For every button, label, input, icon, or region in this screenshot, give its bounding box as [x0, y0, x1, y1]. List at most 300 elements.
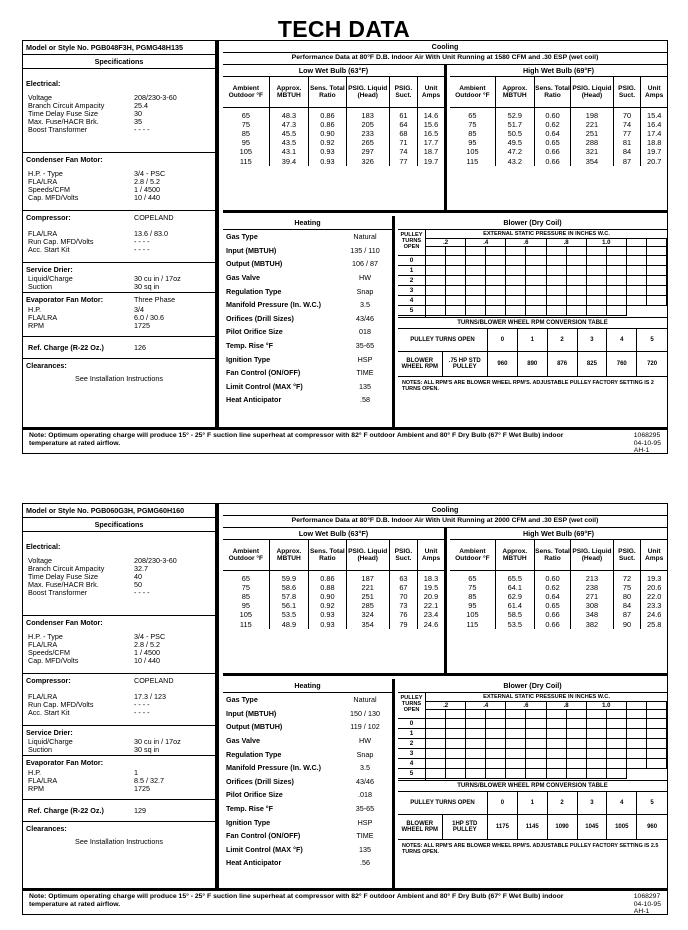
esp-cell	[506, 247, 526, 256]
section-service	[23, 263, 215, 293]
spec-value: 13.6 / 83.0	[134, 229, 168, 238]
table-cell: 73	[389, 601, 417, 610]
spec-value: 8.5 / 32.7	[134, 776, 164, 785]
spec-row	[26, 314, 212, 322]
column-header: PSIG. Suct.	[389, 540, 417, 570]
high-wet-bulb-panel	[450, 65, 667, 210]
spec-row	[26, 283, 212, 291]
spec-label: Run Cap. MFD/Volts	[28, 237, 94, 246]
turns-value: 4	[607, 329, 637, 351]
table-cell: 105	[223, 147, 269, 156]
turns-value: 5	[650, 799, 654, 806]
esp-cell	[466, 759, 486, 769]
spec-column	[23, 41, 219, 427]
esp-cell	[486, 710, 506, 719]
section-clearances	[23, 822, 215, 848]
rpm-value: 960	[488, 352, 518, 376]
table-cell: 22.0	[646, 591, 662, 601]
table-cell: 0.90	[309, 129, 346, 138]
esp-cell	[627, 759, 647, 769]
table-cell: 50.5	[495, 129, 534, 138]
esp-cell	[567, 769, 587, 779]
table-cell: 87	[613, 610, 641, 619]
spec-value: 1	[134, 768, 138, 777]
esp-cell	[446, 296, 466, 306]
esp-cell	[587, 276, 607, 286]
table-cell: 297	[346, 147, 389, 156]
table-cell: 85	[450, 129, 495, 138]
conversion-header-row	[398, 792, 667, 815]
heating-value: .58	[360, 395, 370, 405]
esp-cell	[647, 239, 667, 247]
page-title: TECH DATA	[277, 16, 411, 42]
pressure-header: 1.0	[587, 239, 627, 247]
table-cell: 61.4	[495, 601, 534, 610]
table-cell: 238	[571, 583, 613, 592]
table-row	[450, 157, 667, 166]
pulley-turns-column	[398, 693, 426, 780]
esp-cell	[567, 749, 587, 759]
table-cell: 265	[346, 138, 389, 147]
column-header: Unit Amps	[417, 540, 444, 570]
table-cell: 0.64	[534, 129, 571, 138]
table-cell: 0.93	[309, 157, 346, 166]
esp-cell	[647, 759, 667, 769]
spec-label: Boost Transformer	[28, 588, 88, 597]
spec-label: Boost Transformer	[28, 125, 88, 134]
section-heading: Condenser Fan Motor:	[26, 155, 103, 164]
heating-row	[223, 761, 392, 775]
column-header: PSIG. Liquid (Head)	[346, 540, 389, 570]
esp-cell	[607, 739, 627, 749]
esp-cell	[466, 296, 486, 306]
blower-section	[398, 216, 667, 427]
cooling-table	[450, 540, 667, 629]
pulley-row-label: 1	[398, 266, 425, 276]
heating-label: Heat Anticipator	[226, 858, 282, 868]
esp-cell	[526, 729, 546, 739]
section-heading: Service Drier:	[26, 728, 73, 737]
esp-cell	[486, 306, 506, 316]
table-cell: 0.60	[534, 570, 571, 583]
esp-cell	[567, 710, 587, 719]
blower-grid	[398, 693, 667, 781]
esp-cell	[547, 749, 567, 759]
esp-cell	[506, 719, 526, 729]
refcharge-label: Ref. Charge (R-22 Oz.)	[28, 343, 104, 352]
heating-row	[223, 393, 392, 407]
table-cell: 16.5	[423, 128, 439, 138]
heating-value: 35-65	[355, 341, 375, 351]
heating-label: Limit Control (MAX °F)	[226, 844, 303, 854]
section-evaporator	[23, 293, 215, 337]
table-cell: 90	[613, 620, 641, 629]
esp-cell	[526, 739, 546, 749]
esp-cell	[486, 256, 506, 266]
esp-cell	[627, 239, 647, 247]
spec-row	[26, 275, 212, 283]
spec-label: H.P.	[28, 768, 42, 777]
table-cell: 58.5	[495, 610, 534, 619]
cooling-table	[450, 77, 667, 166]
table-cell: 0.64	[534, 592, 571, 601]
rpm-conversion	[398, 318, 667, 396]
cooling-table	[223, 540, 444, 629]
pulley-row-label: 3	[398, 749, 425, 759]
heating-value: 43/46	[356, 313, 374, 323]
heating-row	[223, 352, 392, 366]
section-refcharge	[23, 337, 215, 359]
spec-label: Run Cap. MFD/Volts	[28, 700, 94, 709]
section-condenser	[23, 153, 215, 211]
esp-cell	[426, 266, 446, 276]
esp-cell	[426, 739, 446, 749]
spec-label: Suction	[28, 745, 52, 754]
table-cell: 65	[223, 570, 269, 583]
table-cell: 105	[450, 147, 495, 156]
table-cell: 39.4	[269, 157, 309, 166]
pulley-turns-header: PULLEY TURNS OPEN	[398, 792, 488, 814]
esp-cell	[587, 769, 607, 779]
pulley-row-label: 2	[398, 276, 425, 286]
code-line: AH-1	[633, 908, 650, 916]
conversion-title: TURNS/BLOWER WHEEL RPM CONVERSION TABLE	[398, 318, 667, 329]
pressure-header: .6	[506, 702, 546, 710]
table-cell: 24.6	[423, 619, 439, 629]
heating-value: 150 / 130	[350, 708, 380, 718]
esp-cell	[466, 739, 486, 749]
pulley-row-label: 5	[398, 769, 425, 779]
table-cell: 0.62	[534, 120, 571, 129]
table-cell: 0.86	[309, 107, 346, 120]
heating-label: Input (MBTUH)	[226, 708, 277, 718]
esp-cell	[426, 247, 446, 256]
column-header: Ambient Outdoor °F	[223, 540, 269, 570]
esp-cell	[647, 739, 667, 749]
table-cell: 15.4	[646, 110, 662, 120]
esp-cell	[607, 710, 627, 719]
esp-cell	[607, 769, 627, 779]
turns-value: 2	[548, 792, 578, 814]
esp-cell	[627, 739, 647, 749]
spec-value: 3/4 - PSC	[134, 169, 166, 178]
section-compressor	[23, 674, 215, 726]
table-cell: 25.8	[646, 619, 662, 629]
spec-value: - - - -	[134, 708, 150, 717]
table-cell: 49.5	[495, 138, 534, 147]
column-header: PSIG. Liquid (Head)	[571, 540, 613, 570]
table-cell: 77	[613, 129, 641, 138]
esp-cell	[567, 296, 587, 306]
heating-value: TIME	[356, 831, 374, 841]
table-row	[450, 147, 667, 156]
esp-cell	[426, 749, 446, 759]
esp-cell	[627, 266, 647, 276]
heating-row	[223, 298, 392, 312]
esp-cell	[567, 306, 587, 316]
table-row	[223, 601, 444, 610]
table-cell: 115	[223, 157, 269, 166]
pulley-header: PULLEY TURNS OPEN	[398, 230, 425, 256]
esp-cell	[426, 306, 446, 316]
motor-label: .75 HP STD PULLEY	[448, 357, 481, 370]
model-number: Model or Style No. PGB048F3H, PGMG48H135	[23, 41, 215, 55]
table-cell: 0.93	[309, 620, 346, 629]
table-cell: 105	[223, 610, 269, 619]
spec-row	[26, 194, 212, 202]
heating-title: Heating	[223, 216, 392, 230]
esp-cell	[607, 306, 627, 316]
pulley-turns-header: PULLEY TURNS OPEN	[398, 329, 488, 351]
rpm-value: 720	[647, 360, 658, 367]
heating-value: HSP	[357, 817, 373, 827]
conversion-rpm-row	[398, 815, 667, 840]
heating-value: 135	[359, 381, 371, 391]
table-cell: 20.9	[423, 591, 439, 601]
blower-wheel-label: BLOWER WHEEL RPM	[398, 352, 443, 376]
pressure-header: .8	[547, 702, 587, 710]
table-cell: 84	[613, 147, 641, 156]
section-heading: Clearances:	[26, 824, 67, 833]
clearances-text: See Installation Instructions	[75, 374, 163, 383]
esp-cell	[647, 719, 667, 729]
spec-value: 32.7	[134, 564, 148, 573]
specifications-header: Specifications	[23, 55, 215, 69]
table-cell: 19.7	[646, 147, 662, 157]
spec-value: 1 / 4500	[134, 648, 160, 657]
spec-value: 35	[134, 117, 142, 126]
table-row	[223, 592, 444, 601]
spec-value: - - - -	[134, 125, 150, 134]
spec-value: 25.4	[134, 101, 148, 110]
table-cell: 95	[450, 601, 495, 610]
esp-cell	[647, 276, 667, 286]
table-cell: 115	[450, 157, 495, 166]
code-line: 04-10-95	[633, 900, 661, 908]
table-cell: 75	[613, 583, 641, 592]
performance-note: Performance Data at 80°F D.B. Indoor Air With Unit Running at 2000 CFM and .30 ESP (wet coil)	[223, 516, 667, 528]
esp-cell	[486, 759, 506, 769]
esp-cell	[587, 306, 607, 316]
esp-cell	[567, 286, 587, 296]
spec-value: 1 / 4500	[134, 185, 160, 194]
esp-cell	[547, 759, 567, 769]
table-cell: 95	[223, 138, 269, 147]
pulley-header: PULLEY TURNS OPEN	[398, 693, 425, 719]
heating-value: 135	[359, 844, 371, 854]
esp-cell	[446, 710, 466, 719]
esp-cell	[466, 256, 486, 266]
high-wet-bulb-title: High Wet Bulb (69°F)	[450, 528, 667, 540]
heating-row	[223, 693, 392, 707]
heating-value: 119 / 102	[350, 722, 380, 732]
esp-cell	[587, 266, 607, 276]
table-cell: 251	[346, 592, 389, 601]
table-cell: 0.93	[309, 610, 346, 619]
wheel-motor	[398, 352, 488, 376]
heating-label: Orifices (Drill Sizes)	[226, 776, 294, 786]
spec-value: 30 sq in	[134, 282, 160, 291]
spec-row	[26, 746, 212, 754]
table-cell: 18.8	[646, 138, 662, 148]
table-row	[450, 610, 667, 619]
esp-cell	[567, 247, 587, 256]
table-cell: 0.65	[534, 601, 571, 610]
table-cell: 85	[223, 129, 269, 138]
column-header: Approx. MBTUH	[495, 540, 534, 570]
table-cell: 81	[613, 138, 641, 147]
blower-grid	[398, 230, 667, 318]
esp-cell	[426, 769, 446, 779]
conversion-rpm-row	[398, 352, 667, 377]
esp-cell	[547, 296, 567, 306]
pulley-row-label: 4	[398, 759, 425, 769]
spec-value: 30 cu in / 17oz	[134, 737, 181, 746]
esp-cells	[426, 702, 667, 780]
spec-value: 2.8 / 5.2	[134, 177, 160, 186]
esp-cell	[526, 719, 546, 729]
section-heading: Electrical:	[26, 79, 61, 88]
esp-cell	[426, 286, 446, 296]
table-cell: 23.4	[423, 610, 439, 620]
esp-cell	[426, 759, 446, 769]
footnote	[23, 888, 667, 914]
esp-cell	[547, 729, 567, 739]
spec-row	[26, 738, 212, 746]
table-cell: 321	[571, 147, 613, 156]
heating-label: Orifices (Drill Sizes)	[226, 313, 294, 323]
esp-cell	[526, 306, 546, 316]
rpm-value: 1045	[578, 815, 608, 839]
esp-cell	[587, 256, 607, 266]
esp-cell	[466, 749, 486, 759]
spec-label: FLA/LRA	[28, 313, 58, 322]
table-row	[450, 107, 667, 120]
esp-cell	[587, 296, 607, 306]
esp-cell	[486, 749, 506, 759]
spec-label: Branch Circuit Ampacity	[28, 564, 105, 573]
column-header: Sens. Total Ratio	[534, 77, 571, 107]
esp-cell	[547, 286, 567, 296]
pulley-row-label: 5	[398, 306, 425, 316]
spec-label: Speeds/CFM	[28, 185, 70, 194]
heating-section	[223, 216, 395, 427]
heating-row	[223, 843, 392, 857]
blower-title: Blower (Dry Coil)	[398, 216, 667, 230]
esp-cell	[506, 729, 526, 739]
blower-title: Blower (Dry Coil)	[398, 679, 667, 693]
esp-cell	[486, 247, 506, 256]
spec-label: H.P.	[28, 305, 42, 314]
blower-notes: NOTES: ALL RPM'S ARE BLOWER WHEEL RPM'S. ADJUSTABLE PULLEY FACTORY SETTING IS 2.5 TURNS OPEN.	[402, 843, 659, 856]
spec-row	[26, 344, 212, 352]
table-cell: 115	[450, 620, 495, 629]
esp-cell	[466, 276, 486, 286]
spec-label: RPM	[28, 784, 44, 793]
esp-cell	[526, 276, 546, 286]
pulley-turns-column	[398, 230, 426, 317]
table-cell: 67	[389, 583, 417, 592]
esp-cell	[647, 266, 667, 276]
section-heading: Compressor:	[26, 213, 71, 222]
heating-label: Manifold Pressure (In. W.C.)	[226, 300, 322, 310]
pulley-row-label: 3	[398, 286, 425, 296]
heating-label: Input (MBTUH)	[226, 245, 277, 255]
spec-value: 10 / 440	[134, 193, 160, 202]
table-cell: 85	[223, 592, 269, 601]
spec-label: Time Delay Fuse Size	[28, 109, 99, 118]
heating-row	[223, 244, 392, 258]
spec-value: 1725	[134, 784, 150, 793]
table-cell: 64.1	[495, 583, 534, 592]
section-heading: Condenser Fan Motor:	[26, 618, 103, 627]
table-row	[450, 129, 667, 138]
esp-cell	[446, 286, 466, 296]
spec-value: - - - -	[134, 700, 150, 709]
section-heading: Compressor:	[26, 676, 71, 685]
spec-row	[26, 126, 212, 134]
table-cell: 43.5	[269, 138, 309, 147]
esp-cell	[486, 276, 506, 286]
table-cell: 70	[389, 592, 417, 601]
section-electrical	[23, 69, 215, 153]
esp-cell	[547, 739, 567, 749]
pulley-row-label: 0	[398, 256, 425, 266]
heating-label: Gas Valve	[226, 273, 260, 283]
esp-cell	[486, 769, 506, 779]
table-cell: 326	[346, 157, 389, 166]
cooling-section	[223, 41, 667, 213]
heating-row	[223, 257, 392, 271]
heating-row	[223, 366, 392, 380]
tech-sheet-1	[22, 40, 668, 454]
table-cell: 62.9	[495, 592, 534, 601]
esp-cell	[446, 256, 466, 266]
heating-row	[223, 325, 392, 339]
heating-label: Ignition Type	[226, 817, 271, 827]
table-cell: 65	[223, 107, 269, 120]
spec-value: 30 cu in / 17oz	[134, 274, 181, 283]
esp-cell	[547, 769, 567, 779]
heating-label: Gas Type	[226, 232, 258, 242]
table-cell: 59.9	[269, 570, 309, 583]
esp-cell	[506, 759, 526, 769]
table-cell: 47.3	[269, 120, 309, 129]
esp-cell	[647, 710, 667, 719]
spec-row	[26, 785, 212, 793]
footnote	[23, 427, 667, 453]
heating-row	[223, 856, 392, 870]
pressure-header: 1.0	[587, 702, 627, 710]
spec-label: FLA/LRA	[28, 776, 58, 785]
esp-cell	[426, 256, 446, 266]
column-header: Approx. MBTUH	[495, 77, 534, 107]
heating-value: 106 / 87	[352, 259, 378, 269]
table-cell: 45.5	[269, 129, 309, 138]
table-cell: 16.4	[646, 119, 662, 129]
spec-value: 40	[134, 572, 142, 581]
esp-header: EXTERNAL STATIC PRESSURE IN INCHES W.C.	[426, 230, 667, 239]
table-cell: 71	[389, 138, 417, 147]
heating-label: Manifold Pressure (In. W.C.)	[226, 763, 322, 773]
refcharge-value: 126	[134, 343, 146, 352]
spec-value: 10 / 440	[134, 656, 160, 665]
esp-cell	[466, 266, 486, 276]
footnote-text: Note: Optimum operating charge will produce 15° - 25° F suction line superheat at compressor with 82° F outdoor Ambient and 80° F Dry Bulb (67° F Wet Bulb) indoor temperature at rated airflow.	[29, 893, 564, 908]
heating-label: Gas Valve	[226, 736, 260, 746]
blower-notes: NOTES: ALL RPM'S ARE BLOWER WHEEL RPM'S. ADJUSTABLE PULLEY FACTORY SETTING IS 2 TURNS OPEN.	[402, 380, 654, 393]
spec-value: 17.3 / 123	[134, 692, 166, 701]
